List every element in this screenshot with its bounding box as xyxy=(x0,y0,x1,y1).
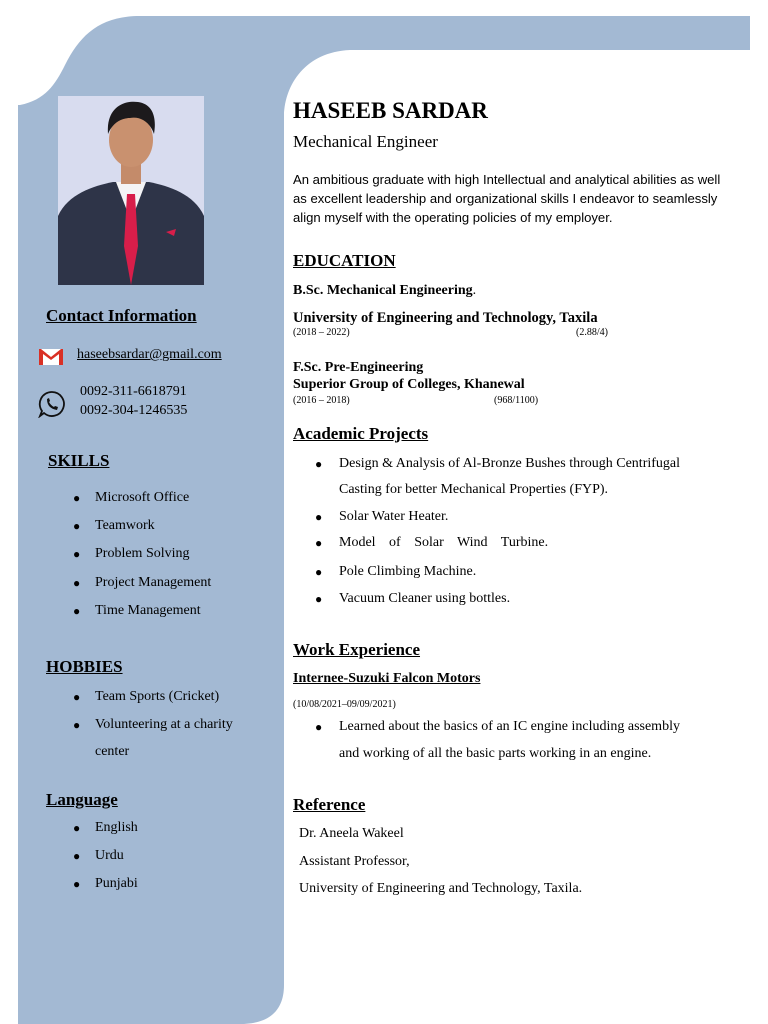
hobby-item: Volunteering at a charity xyxy=(95,717,233,732)
work-item: Learned about the basics of an IC engine including assembly xyxy=(339,719,680,734)
whatsapp-icon xyxy=(38,390,66,418)
grade-1: (2.88/4) xyxy=(576,327,608,338)
email-link[interactable]: haseebsardar@gmail.com xyxy=(77,347,222,362)
work-role: Internee-Suzuki Falcon Motors xyxy=(293,671,481,686)
bullet: ● xyxy=(73,604,81,618)
contact-heading: Contact Information xyxy=(46,306,197,325)
work-heading: Work Experience xyxy=(293,640,421,659)
projects-heading: Academic Projects xyxy=(293,424,429,443)
project-item: Vacuum Cleaner using bottles. xyxy=(339,591,511,606)
project-item: Solar Water Heater. xyxy=(339,509,449,524)
bullet: ● xyxy=(315,510,323,524)
grade-2: (968/1100) xyxy=(494,395,539,406)
bullet: ● xyxy=(73,519,81,533)
candidate-name: HASEEB SARDAR xyxy=(293,98,488,123)
language-item: Urdu xyxy=(95,848,124,863)
degree-1 xyxy=(293,283,476,299)
bullet: ● xyxy=(315,592,323,606)
hobby-item: Team Sports (Cricket) xyxy=(95,689,220,704)
bullet: ● xyxy=(73,849,81,863)
reference-org: University of Engineering and Technology, Taxila. xyxy=(299,881,583,896)
school-1: University of Engineering and Technology, Taxila xyxy=(293,310,598,326)
project-item: Model of Solar Wind Turbine. xyxy=(339,535,549,550)
project-item: Pole Climbing Machine. xyxy=(339,564,477,579)
bullet: ● xyxy=(73,491,81,505)
profile-photo xyxy=(58,96,204,285)
bullet: ● xyxy=(315,720,323,734)
degree-1-name: B.Sc. Mechanical Engineering xyxy=(293,283,473,298)
skill-item: Time Management xyxy=(95,603,201,618)
bullet: ● xyxy=(73,877,81,891)
bullet: ● xyxy=(73,547,81,561)
phone-2: 0092-304-1246535 xyxy=(80,403,188,418)
years-1: (2018 – 2022) xyxy=(293,327,350,338)
hobbies-heading: HOBBIES xyxy=(46,657,123,676)
project-item: Design & Analysis of Al-Bronze Bushes through Centrifugal xyxy=(339,456,681,471)
reference-heading: Reference xyxy=(293,795,366,814)
school-2: Superior Group of Colleges, Khanewal xyxy=(293,377,525,392)
education-heading: EDUCATION xyxy=(293,251,396,270)
project-item-continued: Casting for better Mechanical Properties (FYP). xyxy=(339,482,609,497)
hobby-item-continued: center xyxy=(95,744,130,759)
bullet: ● xyxy=(315,457,323,471)
work-item-continued: and working of all the basic parts working in an engine. xyxy=(339,746,652,761)
years-2: (2016 – 2018) xyxy=(293,395,350,406)
skill-item: Project Management xyxy=(95,575,212,590)
language-item: English xyxy=(95,820,138,835)
phone-1: 0092-311-6618791 xyxy=(80,384,187,399)
summary-paragraph: An ambitious graduate with high Intellectual and analytical abilities as well as excellent leadership and organizational skills I endeavor to seamlessly align myself with the operating policies of my employer. xyxy=(293,172,721,225)
degree-1-dot: . xyxy=(472,283,477,298)
skill-item: Teamwork xyxy=(95,518,155,533)
language-item: Punjabi xyxy=(95,876,138,891)
work-dates: (10/08/2021–09/09/2021) xyxy=(293,699,396,710)
skill-item: Problem Solving xyxy=(95,546,190,561)
degree-2: F.Sc. Pre-Engineering xyxy=(293,360,424,375)
language-heading: Language xyxy=(46,790,118,809)
bullet: ● xyxy=(315,565,323,579)
bullet: ● xyxy=(315,536,323,550)
bullet: ● xyxy=(73,718,81,732)
skills-heading: SKILLS xyxy=(48,451,110,470)
bullet: ● xyxy=(73,690,81,704)
bullet: ● xyxy=(73,821,81,835)
gmail-icon xyxy=(38,347,64,367)
bullet: ● xyxy=(73,576,81,590)
reference-position: Assistant Professor, xyxy=(299,854,410,869)
reference-name: Dr. Aneela Wakeel xyxy=(299,826,404,841)
candidate-title: Mechanical Engineer xyxy=(293,132,438,151)
skill-item: Microsoft Office xyxy=(95,490,190,505)
